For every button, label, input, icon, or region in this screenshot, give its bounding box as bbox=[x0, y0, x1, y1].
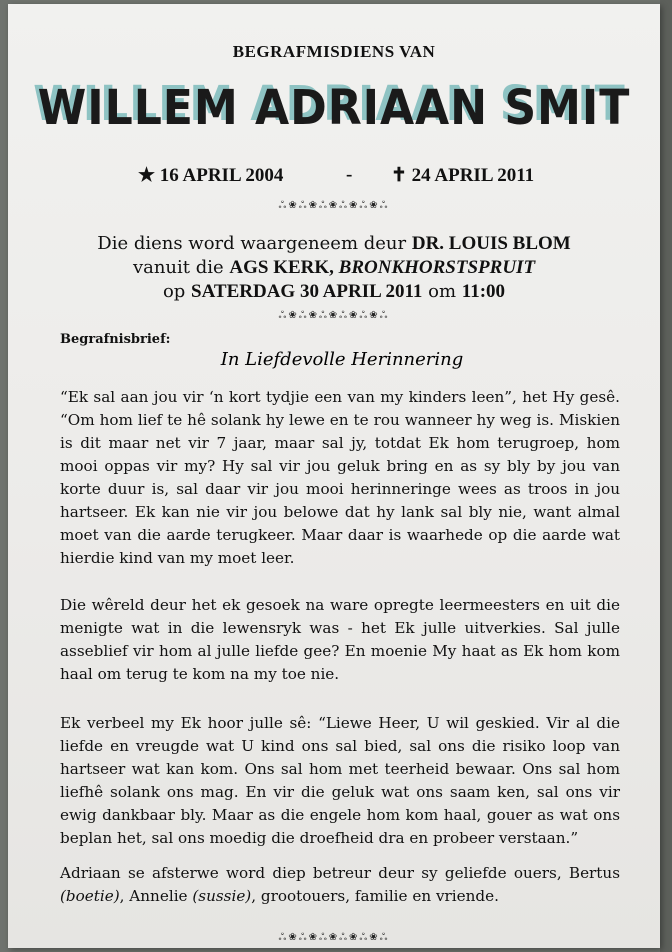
letter-paragraph: Die wêreld deur het ek gesoek na ware opregte leermeesters en uit die menigte wat in die lewensryk was - het Ek julle uitverkies. Sal julle asseblief vir hom al julle liefde gee? En moenie My haat as Ek hom kom haal om terug te kom na my toe nie. bbox=[60, 596, 620, 683]
church-name: AGS KERK, bbox=[229, 257, 339, 278]
ornament-divider: ஃ❀ஃ❀ஃ❀ஃ❀ஃ❀ஃ bbox=[278, 200, 390, 211]
birth-date: ★ 16 APRIL 2004 bbox=[138, 165, 284, 186]
cross-icon: ✝ bbox=[391, 165, 407, 186]
death-date: ✝ 24 APRIL 2011 bbox=[391, 165, 535, 186]
ornament-divider: ஃ❀ஃ❀ஃ❀ஃ❀ஃ❀ஃ bbox=[278, 310, 390, 321]
background-edge bbox=[660, 0, 672, 952]
church-place: BRONKHORSTSPRUIT bbox=[338, 257, 536, 278]
letter-title: In Liefdevolle Herinnering bbox=[220, 349, 464, 370]
star-icon: ★ bbox=[138, 165, 156, 186]
service-time: 11:00 bbox=[461, 281, 506, 302]
service-line-officiant: Die diens word waargeneem deur DR. LOUIS BLOM bbox=[97, 233, 571, 254]
closing-paragraph: Adriaan se afsterwe word diep betreur deur sy geliefde ouers, Bertus (boetie), Annelie (sussie), grootouers, familie en vriende. bbox=[60, 864, 620, 905]
funeral-program-page bbox=[8, 4, 660, 948]
date-separator: - bbox=[346, 164, 353, 185]
service-details bbox=[8, 232, 660, 304]
letter-label: Begrafnisbrief: bbox=[60, 332, 171, 347]
deceased-name: WILLEM ADRIAAN SMIT bbox=[37, 80, 631, 136]
letter-paragraph: Ek verbeel my Ek hoor julle sê: “Liewe Heer, U wil geskied. Vir al die liefde en vreugde wat U kind ons sal bied, sal ons die risiko loop van hartseer wat kan kom. Ons sal hom met teerheid bewaar. Ons sal hom liefhê solank ons mag. En vir die geluk wat ons saam ken, sal ons vir ewig dankbaar bly. Maar as die engele hom kom haal, gouer as wat ons beplan het, sal ons moedig die droefheid dra en probeer verstaan.” bbox=[60, 714, 620, 847]
service-line-date: op SATERDAG 30 APRIL 2011 om 11:00 bbox=[162, 281, 506, 302]
officiant-name: DR. LOUIS BLOM bbox=[411, 233, 571, 254]
service-heading: BEGRAFMISDIENS VAN bbox=[232, 42, 436, 61]
ornament-divider: ஃ❀ஃ❀ஃ❀ஃ❀ஃ❀ஃ bbox=[278, 932, 390, 943]
service-day: SATERDAG 30 APRIL 2011 bbox=[191, 281, 423, 302]
letter-paragraph: “Ek sal aan jou vir ‘n kort tydjie een van my kinders leen”, het Hy gesê. “Om hom lief te hê solank hy lewe en te rou wanneer hy weg is. Miskien is dit maar net vir 7 jaar, maar sal jy, totdat Ek hom terugroep, hom mooi oppas vir my? Hy sal vir jou geluk bring en as sy bly by jou van korte duur is, sal daar vir jou mooi herinneringe wees as troos in jou hartseer. Ek kan nie vir jou belowe dat hy lank sal bly nie, want almal moet van die aarde terugkeer. Maar daar is waarhede op die aarde wat hierdie kind van my moet leer. bbox=[60, 388, 620, 567]
service-line-venue: vanuit die AGS KERK, BRONKHORSTSPRUIT bbox=[132, 257, 536, 278]
